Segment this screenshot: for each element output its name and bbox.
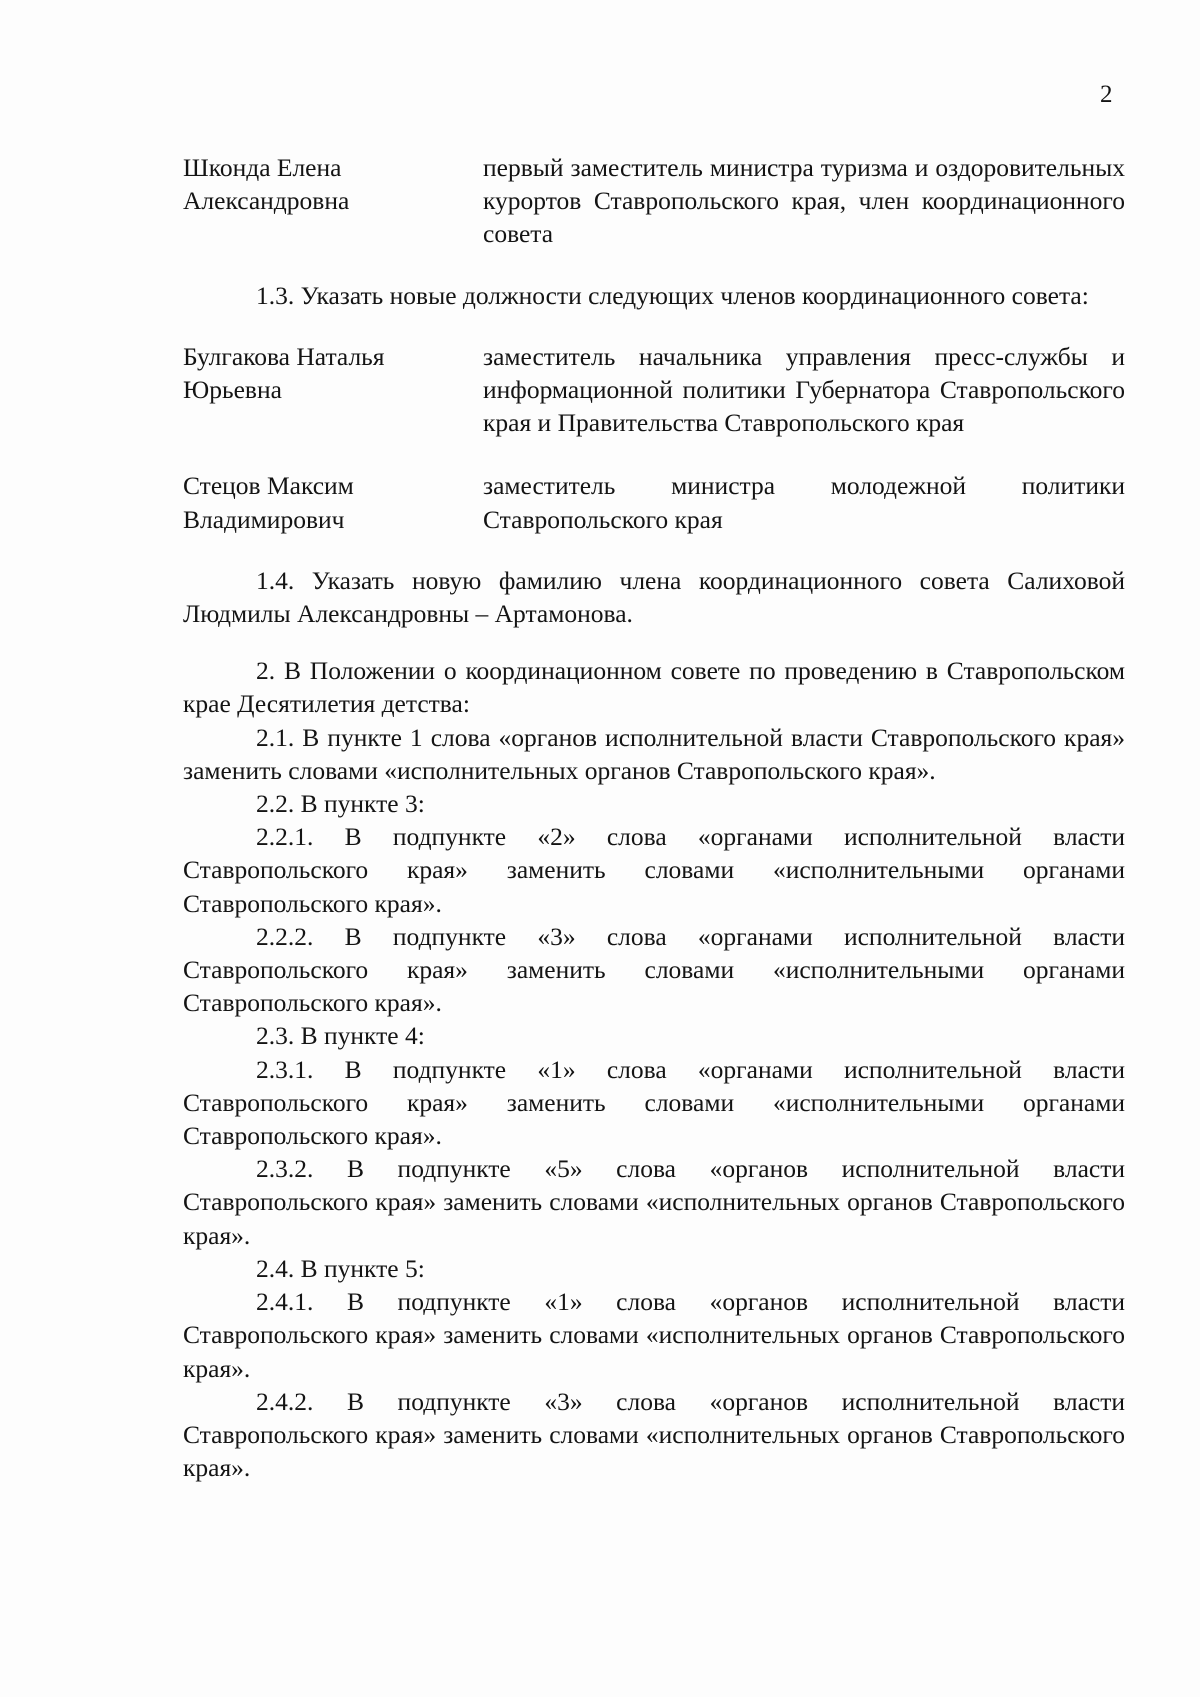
paragraph-2-1: 2.1. В пункте 1 слова «органов исполнительной власти Ставропольского края» заменить словами «исполнительных органов Ставропольского края». xyxy=(183,722,1125,785)
paragraph-1-3: 1.3. Указать новые должности следующих членов координационного совета: xyxy=(256,280,1089,310)
paragraph-2-3-1: 2.3.1. В подпункте «1» слова «органами исполнительной власти Ставропольского края» заменить словами «исполнительными органами Ставропольского края». xyxy=(183,1054,1125,1151)
paragraph-2-2-2: 2.2.2. В подпункте «3» слова «органами исполнительной власти Ставропольского края» заменить словами «исполнительными органами Ставропольского края». xyxy=(183,921,1125,1018)
member-entry xyxy=(183,469,1125,535)
member-name: Булгакова Наталья Юрьевна xyxy=(183,341,385,405)
member-entry xyxy=(183,340,1125,440)
paragraph-2-2-1: 2.2.1. В подпункте «2» слова «органами исполнительной власти Ставропольского края» заменить словами «исполнительными органами Ставропольского края». xyxy=(183,822,1125,918)
member-name: Шконда Елена Александровна xyxy=(183,153,350,216)
member-role: первый заместитель министра туризма и оздоровительных курортов Ставропольского края, член координационного совета xyxy=(483,153,1125,249)
paragraph-2-4-1: 2.4.1. В подпункте «1» слова «органов исполнительной власти Ставропольского края» заменить словами «исполнительных органов Ставропольского края». xyxy=(183,1287,1125,1383)
paragraph-2: 2. В Положении о координационном совете по проведению в Ставропольском крае Десятилетия детства: xyxy=(183,656,1125,719)
paragraph-2-4: 2.4. В пункте 5: xyxy=(256,1253,425,1283)
page-number: 2 xyxy=(1100,81,1113,108)
paragraph-2-3: 2.3. В пункте 4: xyxy=(256,1021,425,1051)
document-body xyxy=(183,151,1125,1484)
paragraph-1-4: 1.4. Указать новую фамилию члена координационного совета Салиховой Людмилы Александровны – Артамонова. xyxy=(183,565,1125,629)
member-entry xyxy=(183,151,1125,251)
member-role: заместитель начальника управления пресс-службы и информационной политики Губернатора Ставропольского края и Правительства Ставропольского края xyxy=(483,341,1125,438)
paragraph-2-4-2: 2.4.2. В подпункте «3» слова «органов исполнительной власти Ставропольского края» заменить словами «исполнительных органов Ставропольского края». xyxy=(183,1386,1125,1483)
paragraph-2-3-2: 2.3.2. В подпункте «5» слова «органов исполнительной власти Ставропольского края» заменить словами «исполнительных органов Ставропольского края». xyxy=(183,1154,1125,1250)
paragraph-2-2: 2.2. В пункте 3: xyxy=(256,789,425,819)
member-role: заместитель министра молодежной политики Ставропольского края xyxy=(483,471,1125,534)
member-name: Стецов Максим Владимирович xyxy=(183,471,354,534)
